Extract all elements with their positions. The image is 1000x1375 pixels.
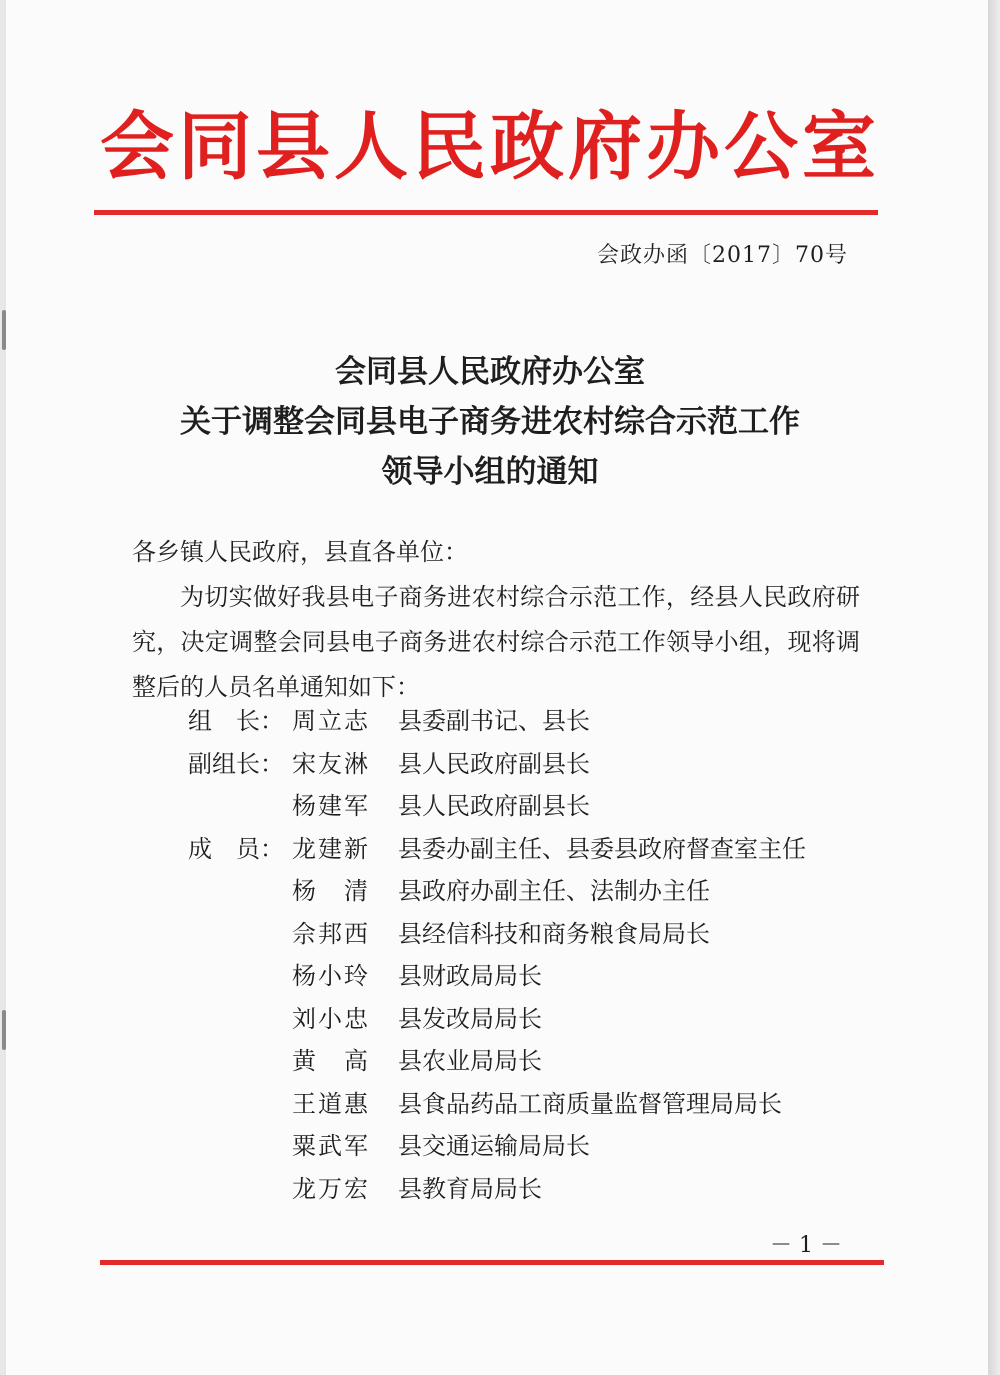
member-title: 县经信科技和商务粮食局局长 [398, 919, 710, 948]
member-row [0, 785, 1000, 827]
masthead-rule [94, 210, 878, 215]
member-name: 宋友淋 [292, 749, 370, 778]
member-row [0, 1125, 1000, 1167]
member-title: 县发改局局长 [398, 1004, 542, 1033]
member-row [0, 998, 1000, 1040]
red-masthead: 会同县人民政府办公室 [100, 104, 880, 190]
member-row [0, 1083, 1000, 1125]
document-title-line3: 领导小组的通知 [381, 454, 599, 490]
member-row [0, 913, 1000, 955]
document-title-line1: 会同县人民政府办公室 [335, 354, 645, 390]
member-title: 县人民政府副县长 [398, 792, 590, 820]
member-name: 龙万宏 [292, 1174, 370, 1203]
document-number: 会政办函〔2017〕70号 [597, 243, 848, 268]
member-row [0, 743, 1000, 785]
member-title: 县交通运输局局长 [398, 1132, 590, 1160]
member-row [0, 955, 1000, 997]
member-title: 县政府办副主任、法制办主任 [398, 877, 710, 905]
footer-rule [100, 1260, 884, 1265]
document-title-line2: 关于调整会同县电子商务进农村综合示范工作 [180, 404, 800, 440]
member-role: 组 长： [188, 707, 284, 735]
member-name: 粟武军 [292, 1132, 370, 1160]
member-role: 副组长： [188, 749, 284, 778]
member-title: 县财政局局长 [398, 962, 542, 990]
member-row [0, 1040, 1000, 1082]
page-number: － 1 － [770, 1233, 842, 1258]
staple-mark [2, 310, 6, 350]
member-name: 杨小玲 [292, 962, 370, 990]
member-title: 县人民政府副县长 [398, 749, 590, 778]
member-name: 杨 清 [292, 877, 370, 905]
member-title: 县农业局局长 [398, 1047, 542, 1075]
member-name: 佘邦西 [292, 919, 370, 948]
member-role: 成 员： [188, 834, 284, 863]
member-row [0, 828, 1000, 870]
member-name: 杨建军 [292, 792, 370, 820]
member-name: 王道惠 [292, 1089, 370, 1118]
member-row [0, 700, 1000, 742]
member-title: 县委办副主任、县委县政府督查室主任 [398, 834, 806, 863]
salutation: 各乡镇人民政府，县直各单位： [132, 538, 468, 566]
member-row [0, 1168, 1000, 1210]
member-title: 县委副书记、县长 [398, 707, 590, 735]
member-name: 龙建新 [292, 834, 370, 863]
member-title: 县食品药品工商质量监督管理局局长 [398, 1089, 782, 1118]
member-name: 周立志 [292, 707, 370, 735]
member-name: 刘小忠 [292, 1004, 370, 1033]
member-name: 黄 高 [292, 1047, 370, 1075]
body-paragraph: 为切实做好我县电子商务进农村综合示范工作，经县人民政府研究，决定调整会同县电子商务进农村综合示范工作领导小组，现将调整后的人员名单通知如下： [132, 583, 860, 701]
member-row [0, 870, 1000, 912]
member-title: 县教育局局长 [398, 1174, 542, 1203]
